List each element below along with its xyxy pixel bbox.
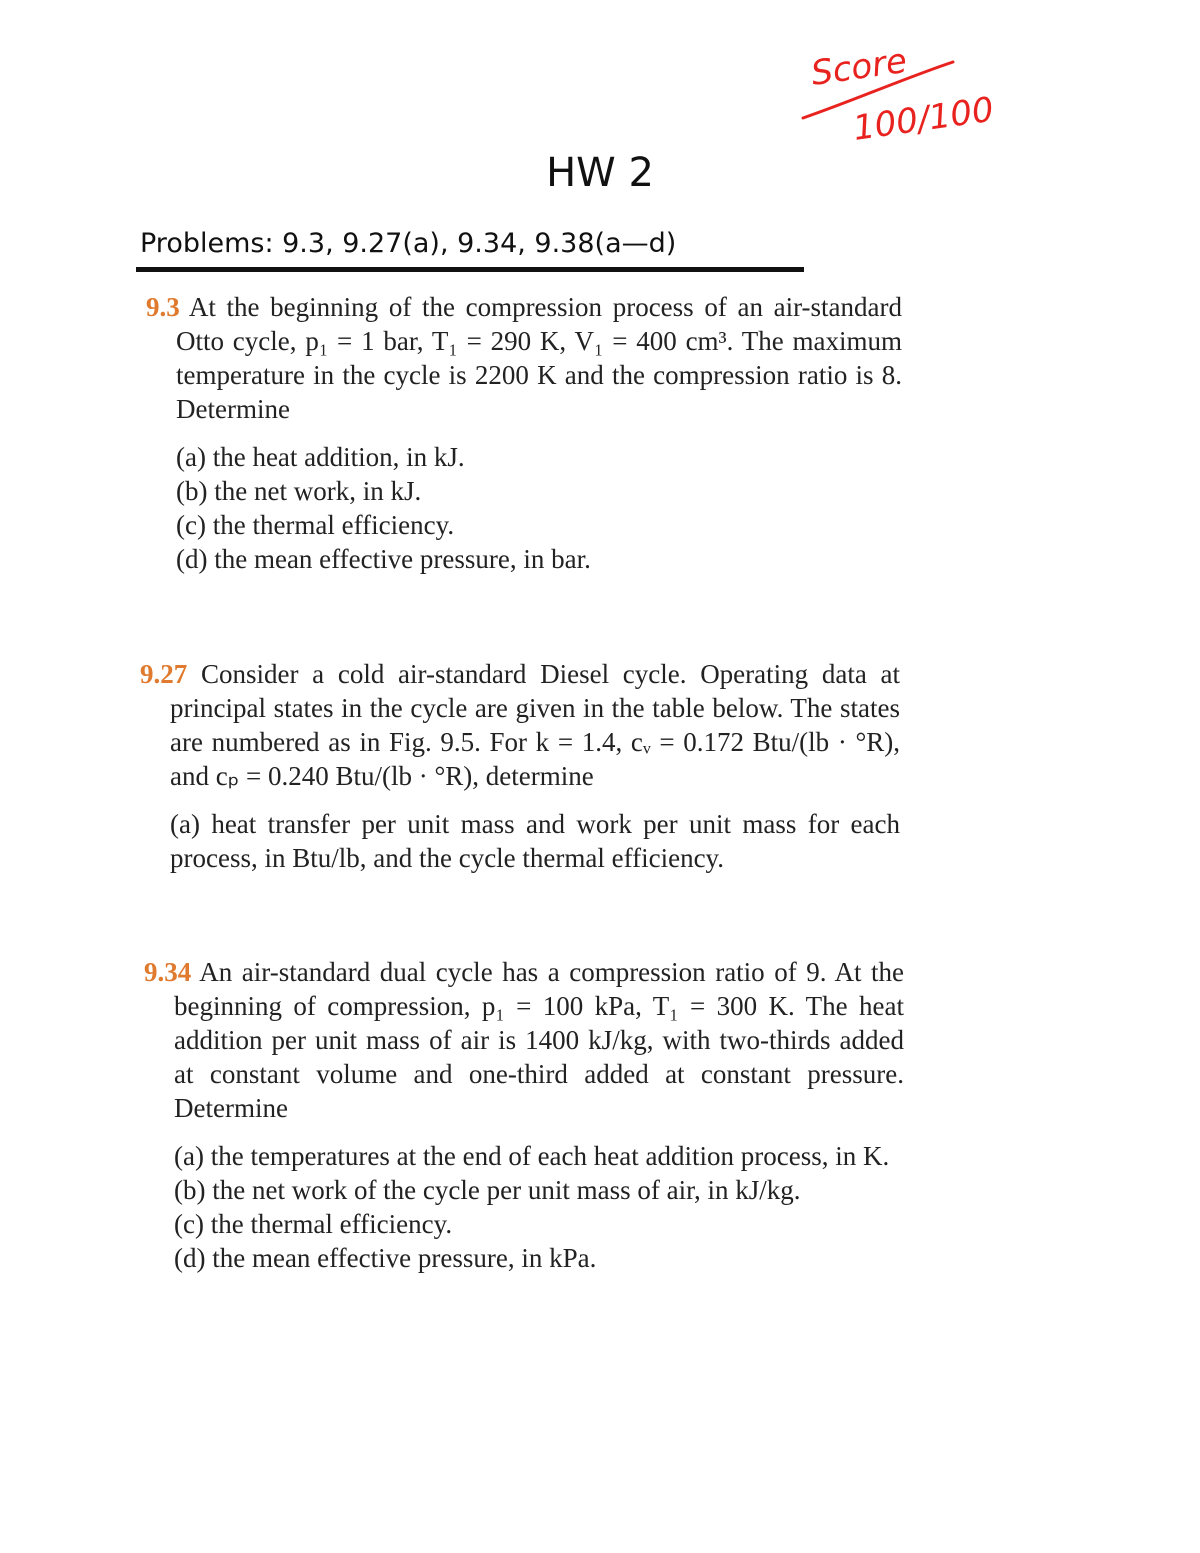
problem-part: (c) the thermal efficiency. <box>176 510 455 540</box>
problem-parts <box>140 807 900 875</box>
page-title: HW 2 <box>546 150 654 196</box>
problem-part: (b) the net work of the cycle per unit mass of air, in kJ/kg. <box>174 1175 801 1205</box>
problem-statement <box>144 955 904 1125</box>
problem-number: 9.34 <box>144 957 192 987</box>
problem-number: 9.27 <box>140 659 188 689</box>
problem-parts <box>146 440 902 576</box>
heading-underline <box>136 267 804 272</box>
problem-9-27 <box>140 657 900 875</box>
problem-part: (a) heat transfer per unit mass and work per unit mass for each process, in Btu/lb, and the cycle thermal efficiency. <box>170 809 900 873</box>
problem-part: (a) the heat addition, in kJ. <box>176 442 465 472</box>
problem-part: (a) the temperatures at the end of each heat addition process, in K. <box>174 1141 890 1171</box>
problem-part: (d) the mean effective pressure, in bar. <box>176 544 591 574</box>
problem-text: At the beginning of the compression process of an air-standard Otto cycle, p₁ = 1 bar, T₁ = 290 K, V₁ = 400 cm³. The maximum temperature in the cycle is 2200 K and the compression ratio is 8. Determine <box>176 292 902 424</box>
score-value: 100/100 <box>850 89 997 149</box>
problem-parts <box>144 1139 904 1275</box>
problem-part: (b) the net work, in kJ. <box>176 476 422 506</box>
problem-9-3 <box>146 290 902 576</box>
problem-9-34 <box>144 955 904 1275</box>
score-label: Score <box>808 40 910 94</box>
score-annotation-svg <box>795 40 1025 150</box>
problem-statement <box>146 290 902 426</box>
handwritten-score <box>795 40 1025 150</box>
problem-number: 9.3 <box>146 292 180 322</box>
problem-statement <box>140 657 900 793</box>
problems-list-heading: Problems: 9.3, 9.27(a), 9.34, 9.38(a—d) <box>140 228 677 259</box>
problem-text: An air-standard dual cycle has a compression ratio of 9. At the beginning of compression, p₁ = 100 kPa, T₁ = 300 K. The heat addition per unit mass of air is 1400 kJ/kg, with two-thirds added at constant volume and one-third added at constant pressure. Determine <box>174 957 904 1123</box>
problem-part: (d) the mean effective pressure, in kPa. <box>174 1243 597 1273</box>
problem-part: (c) the thermal efficiency. <box>174 1209 453 1239</box>
problem-text: Consider a cold air-standard Diesel cycle. Operating data at principal states in the cycle are given in the table below. The states are numbered as in Fig. 9.5. For k = 1.4, cᵥ = 0.172 Btu/(lb · °R), and cₚ = 0.240 Btu/(lb · °R), determine <box>170 659 901 791</box>
